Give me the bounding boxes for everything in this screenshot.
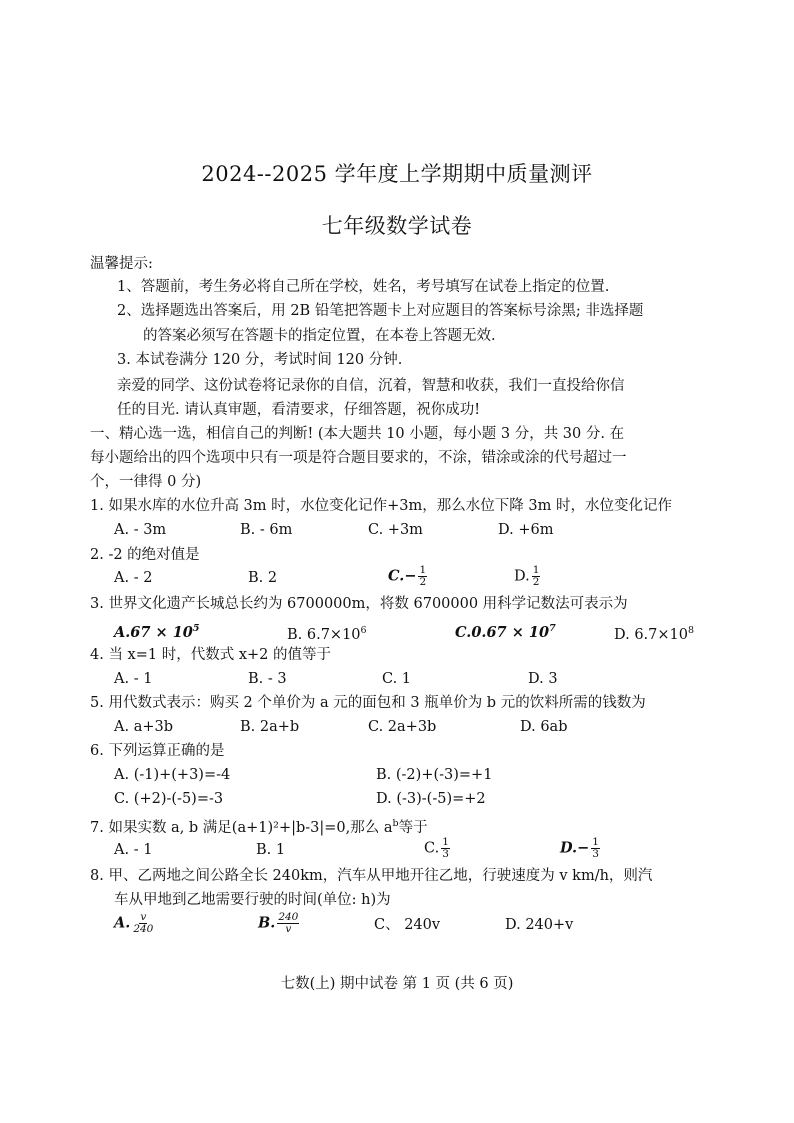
q3-d-exponent: 8 [688,625,695,636]
q3-a-exponent: 5 [192,623,200,634]
question-2-stem: 2. -2 的绝对值是 [90,547,200,563]
q3-b-exponent: 6 [360,625,367,636]
encouragement-line-1: 亲爱的同学、这份试卷将记录你的自信，沉着，智慧和收获，我们一直投给你信 [117,378,625,394]
q3-option-c [455,619,556,643]
q2-option-d-prefix: D. [514,568,530,585]
q2-option-c-fraction [418,565,427,588]
q8-option-b [258,912,301,935]
q8-option-b-fraction [277,912,299,935]
q4-option-a: A. - 1 [114,671,153,687]
q4-option-c: C. 1 [382,671,412,687]
section-heading-line-3: 个，一律得 0 分) [90,474,202,490]
q2-option-b: B. 2 [248,570,278,586]
q2-option-d [514,565,542,588]
q3-option-a [114,619,200,643]
exam-title: 2024--2025 学年度上学期期中质量测评 [201,162,593,186]
q2-option-c-prefix: C.− [388,567,417,585]
encouragement-line-2: 任的目光. 请认真审题，看清要求，仔细答题，祝你成功! [117,402,481,418]
q6-option-b: B. (-2)+(-3)=+1 [376,767,493,783]
q3-b-base: B. 6.7×10 [287,627,361,643]
q8-option-b-prefix: B. [258,914,276,932]
q7-option-d [560,837,602,860]
q2-c-numerator: 1 [419,564,427,576]
q1-option-d: D. +6m [498,522,554,538]
q7-option-d-fraction [591,837,600,860]
tips-heading: 温馨提示: [90,256,153,272]
q7-c-denominator: 3 [442,848,449,860]
tip-item-1: 1、答题前，考生务必将自己所在学校，姓名，考号填写在试卷上指定的位置. [117,279,610,295]
q6-option-a: A. (-1)+(+3)=-4 [114,767,231,783]
question-8-stem-line-1: 8. 甲、乙两地之间公路全长 240km，汽车从甲地开往乙地，行驶速度为 v km/h，则汽 [90,868,653,884]
q7-option-b: B. 1 [256,842,286,858]
question-8-stem-line-2: 车从甲地到乙地需要行驶的时间(单位: h)为 [114,892,391,908]
question-7-stem [90,814,428,838]
question-4-stem: 4. 当 x=1 时，代数式 x+2 的值等于 [90,647,331,663]
q5-option-b: B. 2a+b [240,719,300,735]
tip-item-2: 2、选择题选出答案后，用 2B 铅笔把答题卡上对应题目的答案标号涂黑; 非选择题 [117,303,644,319]
q3-option-b [287,621,367,645]
q8-b-numerator: 240 [278,911,299,923]
q6-option-c: C. (+2)-(-5)=-3 [114,791,224,807]
q3-c-exponent: 7 [549,623,556,634]
q2-option-d-fraction [532,565,541,588]
question-5-stem: 5. 用代数式表示：购买 2 个单价为 a 元的面包和 3 瓶单价为 b 元的饮料所需的钱数为 [90,695,646,711]
q8-a-numerator: v [140,911,147,923]
q7-option-c [424,837,452,860]
exam-subtitle: 七年级数学试卷 [321,214,473,238]
tip-item-2-cont: 的答案必须写在答题卡的指定位置，在本卷上答题无效. [143,328,496,344]
q7-option-c-fraction [441,837,450,860]
section-heading-line-1: 一、精心选一选，相信自己的判断! (本大题共 10 小题，每小题 3 分，共 30 分. 在 [90,426,625,442]
q8-option-a-prefix: A. [114,914,131,932]
q7-stem-pre: 7. 如果实数 a, b 满足(a+1)²+|b-3|=0,那么 a [90,820,393,836]
question-3-stem: 3. 世界文化遗产长城总长约为 6700000m，将数 6700000 用科学记数法可表示为 [90,596,628,612]
q5-option-a: A. a+3b [114,719,173,735]
q7-stem-post: 等于 [398,820,428,836]
question-6-stem: 6. 下列运算正确的是 [90,743,225,759]
q7-option-a: A. - 1 [114,842,153,858]
q1-option-c: C. +3m [368,522,423,538]
q6-option-d: D. (-3)-(-5)=+2 [376,791,486,807]
q2-option-a: A. - 2 [114,570,153,586]
q3-c-base: C.0.67 × 10 [455,624,550,641]
q4-option-b: B. - 3 [248,671,287,687]
tip-item-3: 3. 本试卷满分 120 分，考试时间 120 分钟. [117,352,403,368]
q2-d-numerator: 1 [532,564,540,576]
q8-option-a [114,912,156,935]
q4-option-d: D. 3 [528,671,558,687]
q2-d-denominator: 2 [532,576,540,588]
q3-option-d [614,621,694,645]
q8-option-c: C、 240v [374,917,441,933]
q5-option-c: C. 2a+3b [368,719,437,735]
page-footer: 七数(上) 期中试卷 第 1 页 (共 6 页) [280,976,514,992]
q7-d-denominator: 3 [592,848,599,860]
q8-option-a-fraction [132,912,154,935]
q8-a-denominator: 240 [133,923,154,935]
q8-option-d: D. 240+v [505,917,574,933]
q1-option-b: B. - 6m [240,522,293,538]
q5-option-d: D. 6ab [520,719,568,735]
q7-option-d-prefix: D.− [560,839,590,857]
question-1-stem: 1. 如果水库的水位升高 3m 时，水位变化记作+3m，那么水位下降 3m 时，水位变化记作 [90,498,672,514]
q1-option-a: A. - 3m [114,522,167,538]
q3-a-base: A.67 × 10 [114,624,193,641]
section-heading-line-2: 每小题给出的四个选项中只有一项是符合题目要求的，不涂，错涂或涂的代号超过一 [90,450,627,466]
q2-option-c [388,565,429,588]
q3-d-base: D. 6.7×10 [614,627,688,643]
q7-option-c-prefix: C. [424,840,440,857]
q7-stem-superscript: b [392,818,399,829]
q8-b-denominator: v [285,923,292,935]
q7-c-numerator: 1 [442,836,449,848]
q7-d-numerator: 1 [592,836,599,848]
q2-c-denominator: 2 [419,576,427,588]
